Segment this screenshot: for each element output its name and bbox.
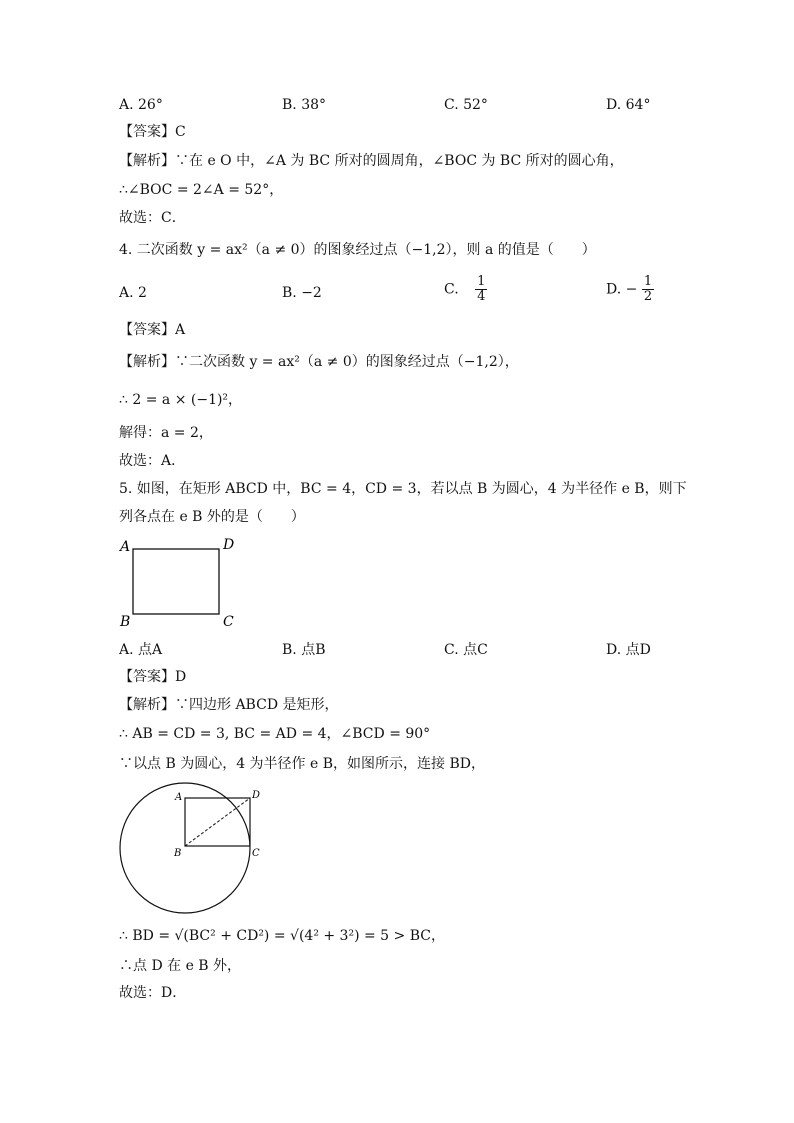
q5-option-a: A. 点A: [119, 642, 163, 658]
label-c: C: [252, 848, 260, 859]
q3-option-d: D. 64°: [606, 97, 651, 113]
q5-analysis-line-2: ∴ AB = CD = 3, BC = AD = 4，∠BCD = 90°: [119, 726, 431, 742]
q4-option-d: [606, 275, 654, 304]
q3-analysis-line-1: 【解析】∵在 e O 中，∠A 为 BC 所对的圆周角，∠BOC 为 BC 所对的圆心角，: [119, 153, 624, 169]
q5-option-d: D. 点D: [606, 642, 651, 658]
q3-option-a: A. 26°: [119, 97, 163, 113]
q5-analysis-line-1: 【解析】∵四边形 ABCD 是矩形，: [119, 697, 339, 713]
label-c: C: [223, 614, 234, 630]
q4-question: 4. 二次函数 y = ax²（a ≠ 0）的图象经过点（−1,2），则 a 的值是（ ）: [119, 242, 596, 258]
fraction-numerator: 1: [477, 274, 486, 289]
rectangle-figure: [110, 532, 250, 632]
label-d: D: [223, 537, 235, 553]
q3-analysis-line-3: 故选：C．: [119, 210, 186, 226]
q4-analysis-line-1: 【解析】∵二次函数 y = ax²（a ≠ 0）的图象经过点（−1,2），: [119, 354, 519, 370]
label-b: B: [120, 614, 131, 630]
q5-conclusion-line-1: ∴ BD = √(BC² + CD²) = √(4² + 3²) = 5 > BC，: [119, 928, 445, 944]
label-b: B: [174, 848, 182, 859]
q4-option-a: A. 2: [119, 285, 147, 301]
q5-conclusion-line-2: ∴点 D 在 e B 外，: [119, 958, 242, 974]
q4-option-d-label: D. −: [606, 281, 638, 298]
q5-answer: 【答案】D: [119, 669, 187, 685]
fraction-denominator: 4: [477, 289, 486, 304]
fraction-denominator: 2: [643, 289, 653, 304]
q3-option-c: C. 52°: [444, 97, 488, 113]
q4-analysis-line-2: ∴ 2 = a × (−1)²，: [119, 392, 243, 408]
q4-option-b: B. −2: [282, 285, 322, 301]
q4-analysis-line-3: 解得：a = 2，: [119, 425, 213, 441]
q4-option-c-fraction: [475, 275, 487, 304]
q5-option-b: B. 点B: [282, 642, 326, 658]
label-a: A: [120, 539, 131, 555]
q5-question-line-1: 5. 如图，在矩形 ABCD 中，BC = 4，CD = 3，若以点 B 为圆心，4 为半径作 e B，则下: [119, 481, 687, 497]
label-a: A: [175, 792, 183, 803]
label-d: D: [252, 790, 261, 801]
q5-option-c: C. 点C: [444, 642, 488, 658]
q4-option-c: [444, 275, 487, 304]
q4-option-c-label: C.: [444, 281, 459, 298]
q4-answer: 【答案】A: [119, 322, 186, 338]
fraction-numerator: 1: [643, 274, 653, 289]
q5-analysis-line-3: ∵以点 B 为圆心，4 为半径作 e B，如图所示，连接 BD，: [119, 756, 485, 772]
circle-figure: [112, 778, 272, 918]
q5-conclusion-line-3: 故选：D．: [119, 985, 187, 1001]
q3-answer: 【答案】C: [119, 124, 186, 140]
q3-analysis-line-2: ∴∠BOC = 2∠A = 52°，: [119, 182, 284, 198]
q3-option-b: B. 38°: [282, 97, 327, 113]
diagonal-bd: [185, 798, 250, 846]
q5-question-line-2: 列各点在 e B 外的是（ ）: [119, 509, 305, 525]
q4-analysis-line-4: 故选：A．: [119, 453, 186, 469]
rectangle-abcd: [133, 549, 219, 614]
q4-option-d-fraction: [642, 275, 654, 304]
